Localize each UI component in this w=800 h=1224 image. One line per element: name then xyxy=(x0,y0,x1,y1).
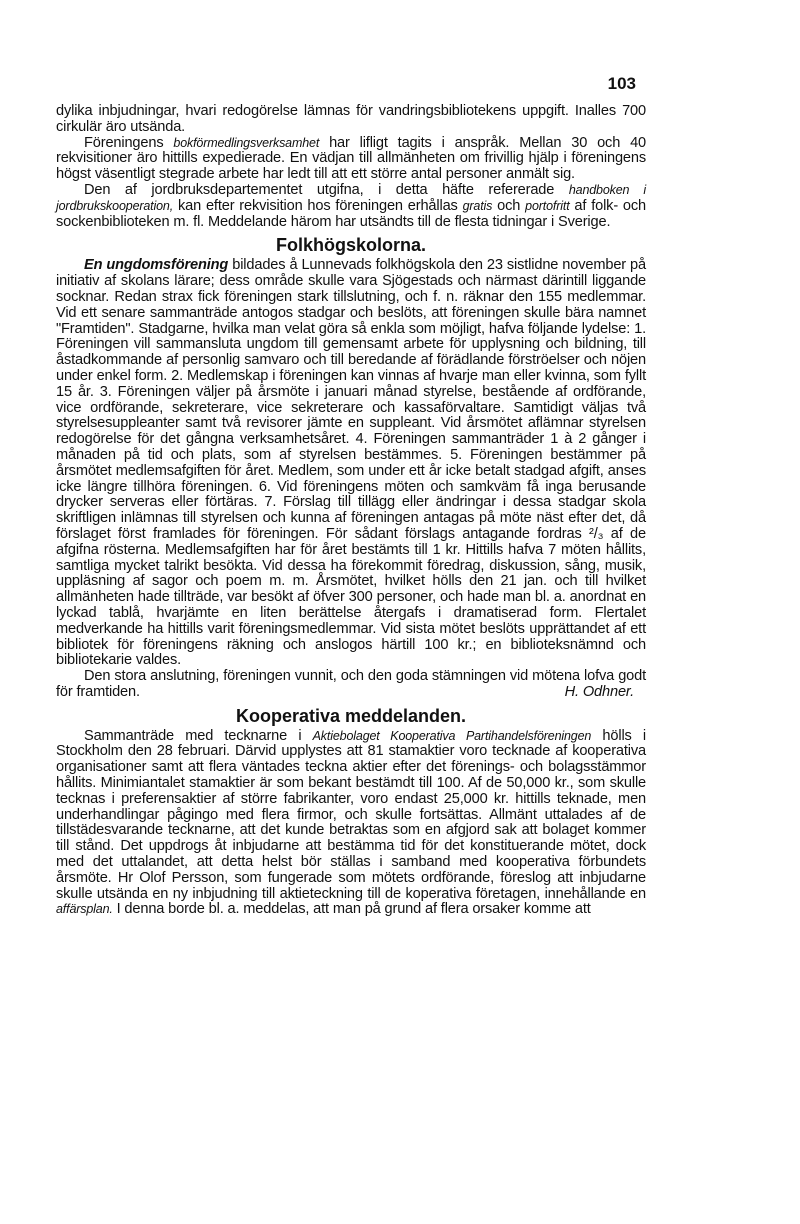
page-number: 103 xyxy=(607,74,636,93)
text-run: Den af jordbruksdepartementet utgifna, i detta häfte refererade xyxy=(84,181,569,198)
text-run: I denna borde bl. a. meddelas, att man på grund af flera orsaker komme att xyxy=(112,901,591,918)
text-run: af folk- och sockenbiblioteken m. fl. Meddelande härom har utsändts till de flesta tidningar i Sverige. xyxy=(56,197,647,230)
text-run: Sammanträde med tecknarne i xyxy=(84,727,313,744)
section-heading-kooperativa: Kooperativa meddelanden. xyxy=(235,705,467,726)
italic-term: Aktiebolaget Kooperativa Partihandelsföreningen xyxy=(312,728,592,743)
paragraph-intro-1: dylika inbjudningar, hvari redogörelse lämnas för vandringsbibliotekens uppgift. Inalles 700 cirkulär äro utsända. xyxy=(56,103,646,135)
paragraph-closing xyxy=(56,669,646,701)
text-run: hölls i Stockholm den 28 februari. Därvid upplystes att 81 stamaktier voro tecknade af kooperativa organisationer samt att flera väntades teckna aktier efter det förenings- och bolagsstämmor hållits. Minimiantalet stamaktier är som bekant bestämdt till 100. Af de 50,000 kr., som skulle tecknas i preferensaktier af större fabrikanter, voro endast 25,000 kr. hittills teknade, men underhandlingar pågingo med flera firmor, och skulle fortsättas. Allmänt uttalades af de tillstädesvarande tecknarne, att det kunde betraktas som en afgjord sak att bolaget kommer till stånd. Det uppdrogs åt inbjudarne att bestämma tid för det konstituerande mötet, dock med det uttalandet, att detta helst bör ställas i samband med kooperativa förbundets årsmöte. Hr Olof Persson, som fungerade som mötets ordförande, föreslog att inbjudarne skulle utsända en ny inbjudning till aktieteckning till de koperativa företagen, innehållande en xyxy=(56,727,646,902)
text-run: bildades å Lunnevads folkhögskola den 23 sistlidne november på initiativ af skolans lärare; dess område skulle vara Sjögestads och närmast därintill liggande socknar. Redan strax fick föreningen stark tillslutning, och f. n. räknar den 155 medlemmar. Vid ett senare sammanträde antogos stadgar och beslöts, att föreningen skulle bära namnet "Framtiden". Stadgarne, hvilka man velat göra så enkla som möjligt, hafva följande lydelse: 1. Föreningen vill sammansluta ungdom till gemensamt arbete för upplysning och bildning, till åstadkommande af personlig samvaro och till beredande af förädlande förströelser och nöjen under enkel form. 2. Medlemskap i föreningen kan vinnas af hvarje man eller kvinna, som fyllt 15 år. 3. Föreningen väljer på årsmöte i januari månad styrelse, bestående af ordförande, vice ordförande, sekreterare, vice sekreterare och kassaförvaltare. Samtidigt väljas två styrelsesuppleanter samt två revisorer jämte en suppleant. Vid årsmötet aflämnar styrelsen redogörelse för det gångna verksamhetsåret. 4. Föreningen sammanträder 1 à 2 gånger i månaden på tid och plats, som af styrelsen bestämmes. 5. Föreningen bestämmer på årsmötet medlemsafgiften för året. Medlem, som under ett år icke betalt stadgad afgift, anses icke längre tillhöra föreningen. 6. Vid föreningens möten och samkväm få inga berusande drycker serveras eller förtäras. 7. Förslag till tillägg eller ändringar i dessa stadgar skola skriftligen inlämnas till styrelsen och kunna af föreningen antagas på möte näst efter det, då förslaget först framlades för föreningen. För sådant förslags antagande fordras ²/₃ af de afgifna rösterna. Medlemsafgiften har för året bestämts till 1 kr. Hittills hafva 7 möten hållits, samtliga mycket talrikt besökta. Vid dessa ha förekommit föredrag, diskussion, sång, musik, uppläsning af sagor och poem m. m. Årsmötet, hvilket hölls den 21 jan. och till hvilket allmänheten hade tillträde, var besökt af öfver 300 personer, och hade man bl. a. anordnat en lyckad tablå, hvarjämte en liten berättelse återgafs i dramatiserad form. Flertalet medverkande ha hittills varit föreningsmedlemmar. Vid sista mötet beslöts upprättandet af ett bibliotek för föreningens räkning och anslogos härtill 100 kr.; en biblioteksnämnd och bibliotekarie valdes. xyxy=(56,257,646,669)
text-run: har lifligt tagits i anspråk. Mellan 30 och 40 rekvisitioner äro hittills expedierade. En vädjan till allmänheten om frivillig hjälp i föreningens högst väsentligt stegrade arbete har ledt till att ett större antal personer anmält sig. xyxy=(56,134,646,183)
text-run: Föreningens xyxy=(84,134,174,151)
italic-term: portofritt xyxy=(525,198,570,213)
signature: H. Odhner. xyxy=(564,683,634,700)
lead-in: En ungdomsförening xyxy=(84,257,229,274)
text-run: Den stora anslutning, föreningen vunnit, och den goda stämningen vid mötena lofva godt för framtiden. xyxy=(56,668,646,700)
paragraph-ungdomsforening xyxy=(56,258,646,669)
italic-term: affärsplan. xyxy=(56,902,113,917)
italic-term: bokförmedlingsverksamhet xyxy=(173,135,320,150)
paragraph-intro-3 xyxy=(56,183,646,230)
italic-term: gratis xyxy=(462,198,493,213)
section-heading-folkhogskolorna: Folkhögskolorna. xyxy=(275,235,426,256)
paragraph-kooperativa xyxy=(56,729,646,919)
paragraph-intro-2 xyxy=(56,136,646,183)
text-run: och xyxy=(492,197,526,214)
italic-term: handboken i jordbrukskooperation, xyxy=(56,182,647,213)
text-run: kan efter rekvisition hos föreningen erhållas xyxy=(173,197,463,214)
text-column xyxy=(56,104,646,918)
